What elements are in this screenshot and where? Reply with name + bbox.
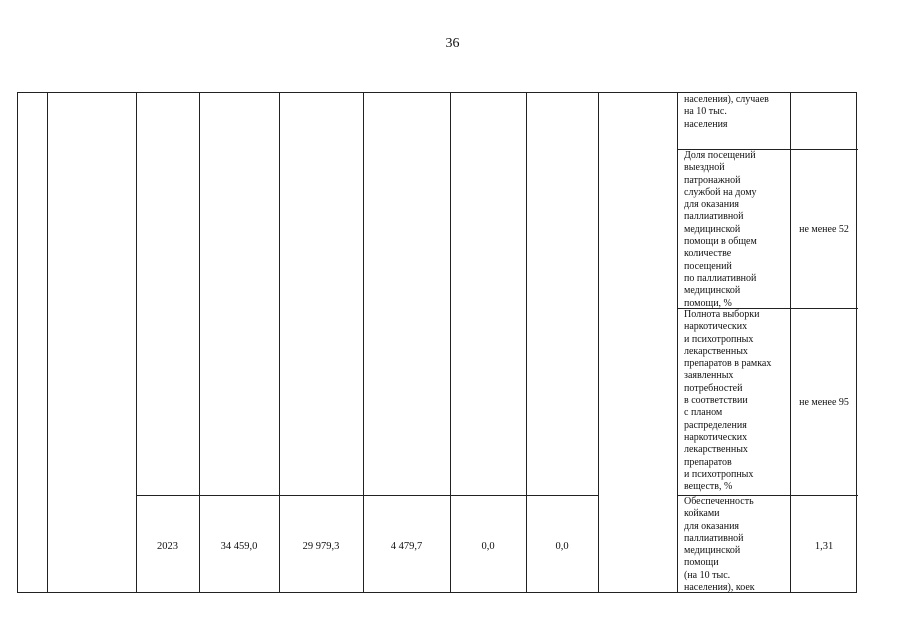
column-divider bbox=[199, 93, 200, 592]
row-divider bbox=[136, 495, 598, 496]
target-value: не менее 52 bbox=[799, 224, 849, 235]
budget-cell: 0,0 bbox=[481, 541, 495, 552]
indicator-text: населения), случаев на 10 тыс. населения bbox=[684, 94, 769, 130]
column-divider bbox=[598, 93, 599, 592]
budget-cell: 0,0 bbox=[555, 541, 569, 552]
budget-cell: 29 979,3 bbox=[302, 541, 340, 552]
target-value: 1,31 bbox=[814, 541, 834, 552]
budget-cell: 4 479,7 bbox=[390, 541, 423, 552]
data-table bbox=[17, 92, 857, 593]
column-divider bbox=[450, 93, 451, 592]
target-value: не менее 95 bbox=[799, 397, 849, 408]
indicator-text: Полнота выборки наркотических и психотропных лекарственных препаратов в рамках заявленных потребностей в соответствии с планом распределения наркотических лекарственных препаратов и психотропных веществ, % bbox=[684, 309, 772, 493]
page-number: 36 bbox=[445, 36, 460, 51]
column-divider bbox=[363, 93, 364, 592]
column-divider bbox=[526, 93, 527, 592]
column-divider bbox=[136, 93, 137, 592]
year-cell: 2023 bbox=[157, 541, 178, 552]
indicator-text: Обеспеченность койками для оказания паллиативной медицинской помощи (на 10 тыс. населения), коек bbox=[684, 496, 755, 594]
indicator-text: Доля посещений выездной патронажной службой на дому для оказания паллиативной медицинской помощи в общем количестве посещений по паллиативной медицинской помощи, % bbox=[684, 150, 757, 309]
total-cell: 34 459,0 bbox=[220, 541, 258, 552]
column-divider bbox=[677, 93, 678, 592]
column-divider bbox=[790, 93, 791, 592]
column-divider bbox=[279, 93, 280, 592]
column-divider bbox=[47, 93, 48, 592]
